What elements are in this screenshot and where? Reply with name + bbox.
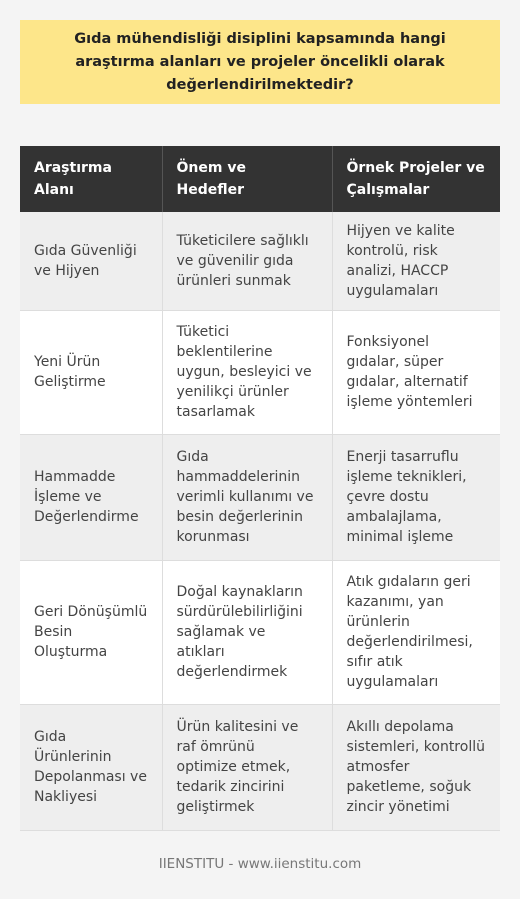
cell-example-projects: Atık gıdaların geri kazanımı, yan ürünlerin değerlendirilmesi, sıfır atık uygulamaları [332,560,500,704]
cell-importance-goals: Tüketicilere sağlıklı ve güvenilir gıda ürünleri sunmak [162,212,332,310]
cell-research-area: Gıda Ürünlerinin Depolanması ve Nakliyesi [20,704,162,830]
table-header [20,146,500,212]
header-row [20,146,500,212]
cell-example-projects: Hijyen ve kalite kontrolü, risk analizi, HACCP uygulamaları [332,212,500,310]
table-row [20,434,500,560]
question-box [20,20,500,104]
cell-example-projects: Enerji tasarruflu işleme teknikleri, çevre dostu ambalajlama, minimal işleme [332,434,500,560]
cell-research-area: Geri Dönüşümlü Besin Oluşturma [20,560,162,704]
cell-importance-goals: Gıda hammaddelerinin verimli kullanımı ve besin değerlerinin korunması [162,434,332,560]
table-row [20,212,500,310]
header-example-projects: Örnek Projeler ve Çalışmalar [332,146,500,212]
cell-importance-goals: Tüketici beklentilerine uygun, besleyici ve yenilikçi ürünler tasarlamak [162,310,332,434]
research-areas-table [20,146,500,831]
table-row [20,310,500,434]
cell-importance-goals: Ürün kalitesini ve raf ömrünü optimize etmek, tedarik zincirini geliştirmek [162,704,332,830]
table-row [20,704,500,830]
question-text: Gıda mühendisliği disiplini kapsamında hangi araştırma alanları ve projeler öncelikli olarak değerlendirilmektedir? [74,30,446,93]
table-body [20,212,500,830]
cell-research-area: Hammadde İşleme ve Değerlendirme [20,434,162,560]
footer-credit: IIENSTITU - www.iienstitu.com [158,856,362,872]
table-row [20,560,500,704]
cell-research-area: Yeni Ürün Geliştirme [20,310,162,434]
cell-example-projects: Akıllı depolama sistemleri, kontrollü atmosfer paketleme, soğuk zincir yönetimi [332,704,500,830]
cell-example-projects: Fonksiyonel gıdalar, süper gıdalar, alternatif işleme yöntemleri [332,310,500,434]
header-importance-goals: Önem ve Hedefler [162,146,332,212]
cell-importance-goals: Doğal kaynakların sürdürülebilirliğini sağlamak ve atıkları değerlendirmek [162,560,332,704]
header-research-area: Araştırma Alanı [20,146,162,212]
cell-research-area: Gıda Güvenliği ve Hijyen [20,212,162,310]
